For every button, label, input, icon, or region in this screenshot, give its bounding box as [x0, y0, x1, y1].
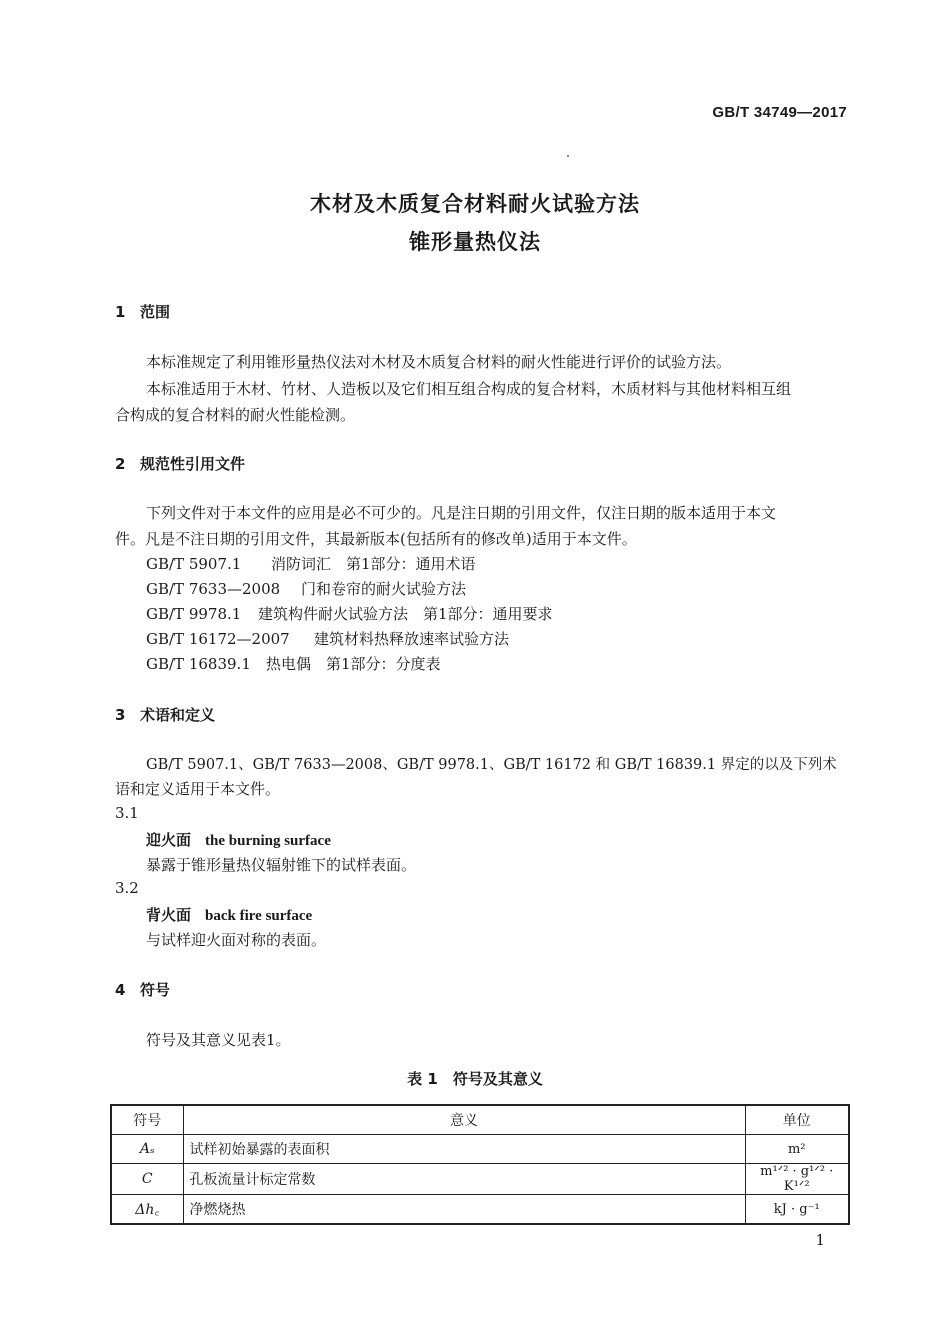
section-title: 范围 — [140, 303, 171, 321]
column-header-symbol: 符号 — [111, 1105, 183, 1135]
table-row — [111, 1135, 849, 1164]
paragraph: 符号及其意义见表1。 — [146, 1031, 291, 1049]
reference-title: 门和卷帘的耐火试验方法 — [301, 580, 467, 598]
document-title: 木材及木质复合材料耐火试验方法 — [310, 192, 640, 216]
section-title: 符号 — [140, 981, 171, 999]
term-number: 3.1 — [115, 804, 139, 822]
paragraph: 本标准适用于木材、竹材、人造板以及它们相互组合构成的复合材料，木质材料与其他材料相互组 — [146, 380, 792, 398]
term-definition: 与试样迎火面对称的表面。 — [146, 931, 327, 949]
reference-code: GB/T 7633—2008 — [146, 580, 281, 598]
symbol-cell: Aₛ — [111, 1135, 183, 1164]
meaning-cell: 孔板流量计标定常数 — [183, 1164, 745, 1195]
section-number: 4 — [115, 981, 126, 999]
term-chinese: 背火面 — [146, 906, 192, 924]
paragraph: 本标准规定了利用锥形量热仪法对木材及木质复合材料的耐火性能进行评价的试验方法。 — [146, 353, 732, 371]
page-number: 1 — [815, 1231, 825, 1249]
symbols-table — [110, 1104, 850, 1225]
unit-cell: m¹ᐟ² · g¹ᐟ² · K¹ᐟ² — [745, 1164, 849, 1195]
term-entry — [146, 829, 331, 850]
term-english: the burning surface — [205, 833, 331, 849]
paragraph: 下列文件对于本文件的应用是必不可少的。凡是注日期的引用文件，仅注日期的版本适用于本文 — [146, 504, 777, 522]
section-number: 3 — [115, 706, 126, 724]
section-heading-scope — [115, 301, 170, 322]
table-row — [111, 1195, 849, 1225]
reference-code: GB/T 5907.1 — [146, 555, 242, 573]
section-heading-symbols — [115, 979, 170, 1000]
symbol-cell: C — [111, 1164, 183, 1195]
section-number: 1 — [115, 303, 126, 321]
paragraph: 合构成的复合材料的耐火性能检测。 — [115, 406, 356, 424]
scan-speck — [567, 155, 569, 157]
section-heading-normative-references — [115, 453, 245, 474]
reference-code: GB/T 16172—2007 — [146, 630, 290, 648]
reference-item — [146, 578, 466, 599]
term-definition: 暴露于锥形量热仪辐射锥下的试样表面。 — [146, 856, 417, 874]
column-header-meaning: 意义 — [183, 1105, 745, 1135]
unit-cell: kJ · g⁻¹ — [745, 1195, 849, 1225]
reference-item — [146, 553, 476, 574]
table-caption: 表 1 符号及其意义 — [407, 1070, 543, 1088]
section-title: 规范性引用文件 — [140, 455, 246, 473]
table-header-row — [111, 1105, 849, 1135]
term-chinese: 迎火面 — [146, 831, 192, 849]
term-number: 3.2 — [115, 879, 139, 897]
section-heading-terms — [115, 704, 215, 725]
reference-item — [146, 628, 509, 649]
reference-title: 建筑材料热释放速率试验方法 — [314, 630, 510, 648]
standard-code: GB/T 34749—2017 — [712, 104, 847, 121]
reference-title: 建筑构件耐火试验方法 第1部分：通用要求 — [258, 605, 553, 623]
symbol-cell: Δh꜀ — [111, 1195, 183, 1225]
document-subtitle: 锥形量热仪法 — [409, 230, 541, 254]
section-title: 术语和定义 — [140, 706, 216, 724]
term-english: back fire surface — [205, 908, 313, 924]
paragraph: 语和定义适用于本文件。 — [115, 780, 281, 798]
reference-item — [146, 653, 441, 674]
paragraph: 件。凡是不注日期的引用文件，其最新版本(包括所有的修改单)适用于本文件。 — [115, 530, 637, 548]
paragraph: GB/T 5907.1、GB/T 7633—2008、GB/T 9978.1、GB/T 16172 和 GB/T 16839.1 界定的以及下列术 — [146, 757, 837, 773]
column-header-unit: 单位 — [745, 1105, 849, 1135]
table-row — [111, 1164, 849, 1195]
term-entry — [146, 904, 312, 925]
reference-code: GB/T 16839.1 — [146, 655, 251, 673]
reference-code: GB/T 9978.1 — [146, 605, 242, 623]
reference-item — [146, 603, 553, 624]
meaning-cell: 试样初始暴露的表面积 — [183, 1135, 745, 1164]
meaning-cell: 净燃烧热 — [183, 1195, 745, 1225]
section-number: 2 — [115, 455, 126, 473]
reference-title: 热电偶 第1部分：分度表 — [266, 655, 441, 673]
unit-cell: m² — [745, 1135, 849, 1164]
reference-title: 消防词汇 第1部分：通用术语 — [271, 555, 476, 573]
